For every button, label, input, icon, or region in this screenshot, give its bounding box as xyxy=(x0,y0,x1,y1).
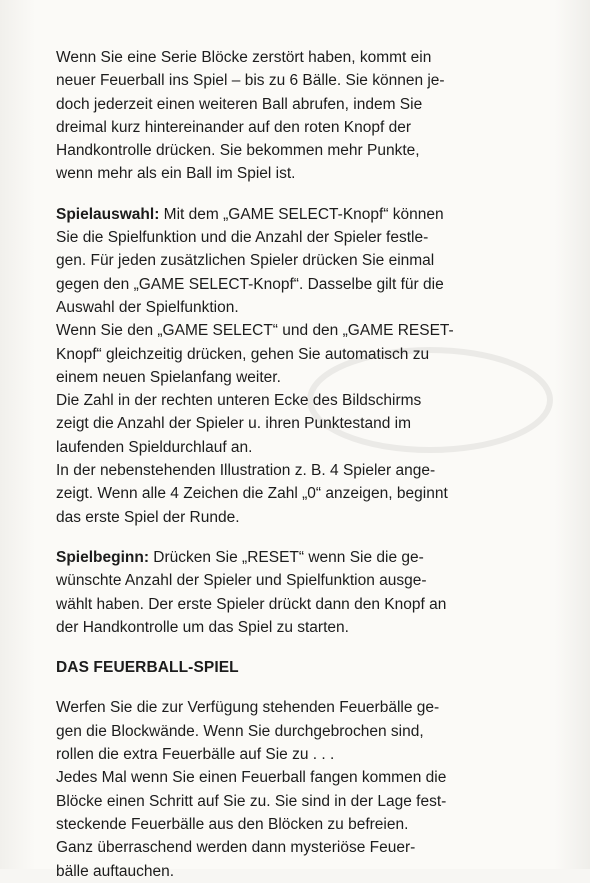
spielbeginn-label: Spielbeginn: xyxy=(56,548,149,566)
spielauswahl-text: Mit dem „GAME SELECT-Knopf“ können Sie die Spielfunktion und die Anzahl der Spieler festle- gen. Für jeden zusätzlichen Spieler drücken Sie einmal gegen den „GAME SELECT-Knopf“. Dasselbe gilt für die Auswahl der Spielfunktion. xyxy=(56,205,444,316)
spielauswahl-paragraph-3: Die Zahl in der rechten unteren Ecke des Bildschirms zeigt die Anzahl der Spieler u. ihren Punktestand im laufenden Spieldurchlauf an. xyxy=(56,392,422,456)
section-heading: DAS FEUERBALL-SPIEL xyxy=(56,659,239,677)
spielauswahl-label: Spielauswahl: xyxy=(56,205,160,223)
page-content xyxy=(56,46,526,883)
spielbeginn-text: Drücken Sie „RESET“ wenn Sie die ge- wünschte Anzahl der Spieler und Spielfunktion ausge- wählt haben. Der erste Spieler drückt dann den Knopf an der Handkontrolle um das Spiel zu starten. xyxy=(56,548,447,636)
spielauswahl-paragraph-2: Wenn Sie den „GAME SELECT“ und den „GAME RESET- Knopf“ gleichzeitig drücken, gehen Sie automatisch zu einem neuen Spielanfang weiter. xyxy=(56,322,454,386)
spielauswahl-paragraph-4: In der nebenstehenden Illustration z. B. 4 Spieler ange- zeigt. Wenn alle 4 Zeichen die Zahl „0“ anzeigen, beginnt das erste Spiel der Runde. xyxy=(56,462,448,526)
intro-paragraph: Wenn Sie eine Serie Blöcke zerstört haben, kommt ein neuer Feuerball ins Spiel – bis zu 6 Bälle. Sie können je- doch jederzeit einen weiteren Ball abrufen, indem Sie dreimal kurz hintereinander auf den roten Knopf der Handkontrolle drücken. Sie bekommen mehr Punkte, wenn mehr als ein Ball im Spiel ist. xyxy=(56,49,445,183)
feuerball-paragraph-3: Ganz überraschend werden dann mysteriöse Feuer- bälle auftauchen. xyxy=(56,839,416,880)
spielbeginn-paragraph xyxy=(56,546,526,639)
spielauswahl-paragraph xyxy=(56,203,526,319)
feuerball-paragraph-2: Jedes Mal wenn Sie einen Feuerball fangen kommen die Blöcke einen Schritt auf Sie zu. Sie sind in der Lage fest- steckende Feuerbälle aus den Blöcken zu befreien. xyxy=(56,769,447,833)
feuerball-paragraph: Werfen Sie die zur Verfügung stehenden Feuerbälle ge- gen die Blockwände. Wenn Sie durchgebrochen sind, rollen die extra Feuerbälle auf Sie zu . . . xyxy=(56,699,440,764)
